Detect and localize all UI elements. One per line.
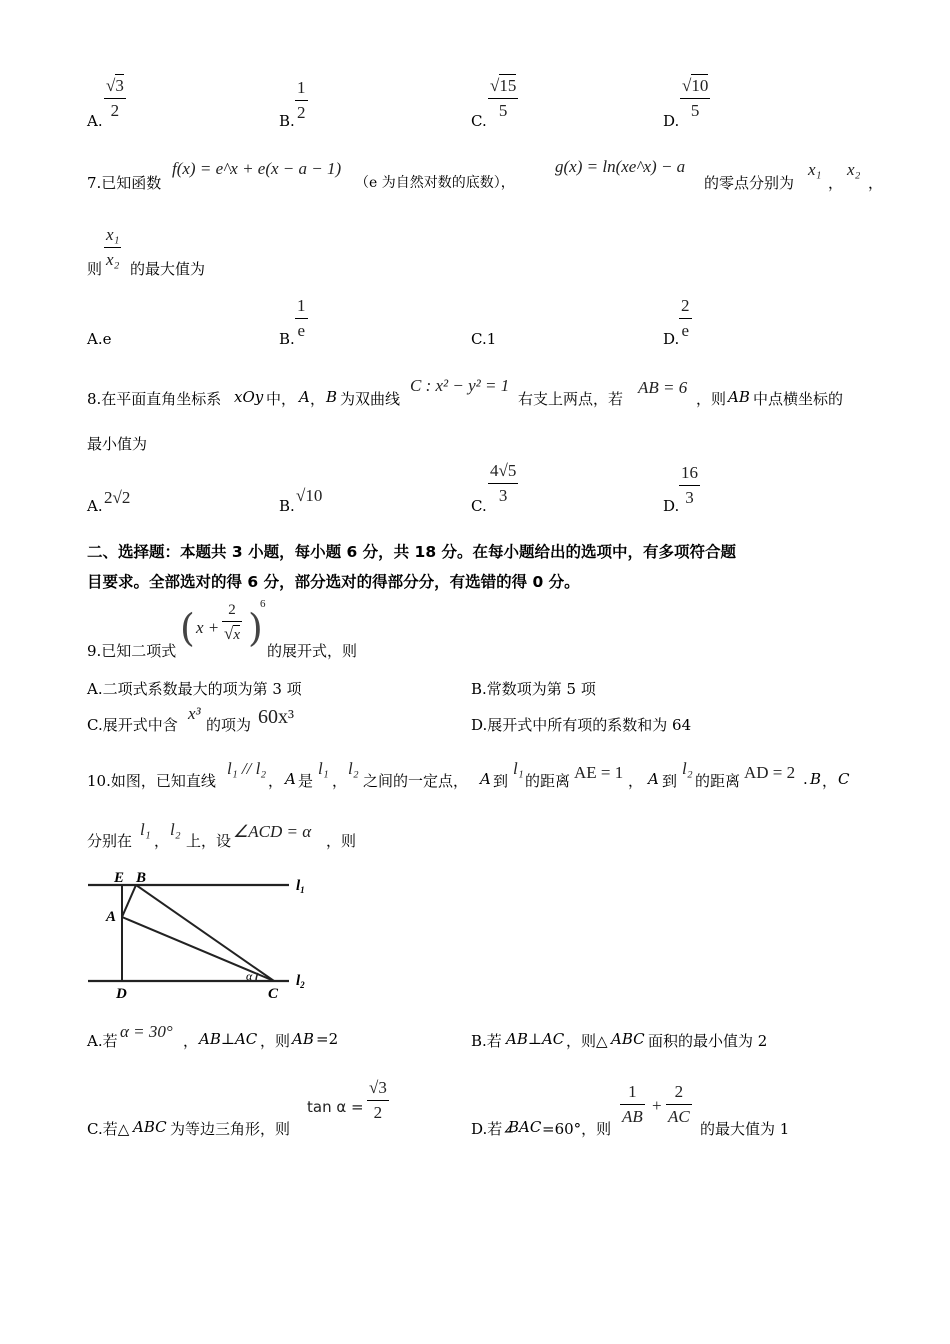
q7-zeros-text: 的零点分别为 [704,174,795,192]
q10-text-12: ， [822,772,838,790]
q9-option-c-value: 60x³ [258,706,294,728]
q10-text-5: 之间的一定点， [363,772,469,790]
q7-option-b-label: B. [279,330,295,348]
label-l1: $l_1$ [296,878,305,895]
q8-option-a-value: 2√2 [104,488,131,507]
q10-c: C [838,770,850,788]
q10-a-3: A [648,770,659,788]
q7-then: 则 [87,260,103,278]
q10-text-6: 到 [493,772,509,790]
q10-l2-c: l₂ [170,820,181,839]
q10-option-b-text-1: B.若 [471,1032,502,1050]
q10-option-b-text-2: ，则△ [566,1032,608,1050]
q9-right-paren: ) [248,606,263,650]
q6-option-d-value: √10 5 [682,76,709,120]
q10-text-1: 10.如图，已知直线 [87,772,216,790]
q6-option-a-value: √3 2 [106,76,124,120]
q10-l2-b: l₂ [682,759,693,778]
q9-option-b: B.常数项为第 5 项 [471,680,596,698]
q10-option-a-ab: AB [292,1030,314,1048]
q7-option-d-label: D. [663,330,680,348]
q7-ask: 的最大值为 [130,260,206,278]
q6-option-b-label: B. [279,112,295,130]
q10-l1-b: l₁ [513,759,524,778]
label-b: B [136,870,147,886]
q10-option-c-tan: tan α = [307,1098,364,1116]
section-2-line-2: 目要求。全部选对的得 6 分，部分选对的得部分分，有选错的得 0 分。 [87,573,580,591]
q7-option-b-value: 1 e [297,296,306,340]
q10-figure [84,866,316,1006]
segment-bc [136,885,274,981]
q8-option-a-label: A. [87,497,103,515]
q10-option-d-plus: + [652,1096,662,1115]
segment-ab [122,885,136,917]
q10-text-14: ， [154,832,170,850]
label-d: D [116,986,127,1002]
q6-option-d-label: D. [663,112,680,130]
q8-text-4: 右支上两点，若 [518,390,624,408]
q10-text-8: ， [628,772,644,790]
q10-option-b-text-3: 面积的最小值为 2 [648,1032,768,1050]
q6-option-b-value: 1 2 [297,78,306,122]
q8-option-c-label: C. [471,497,487,515]
label-c: C [268,986,279,1002]
q8-sep: ， [310,390,326,408]
q8-point-b: B [326,388,338,406]
q9-option-d: D.展开式中所有项的系数和为 64 [471,716,692,734]
q8-point-a: A [299,388,310,406]
q8-option-b-label: B. [279,497,295,515]
q7-g-expression: g(x) = ln(xe^x) − a [555,157,686,176]
q9-option-c-x3: x³ [188,704,201,723]
q7-f-expression: f(x) = e^x + e(x − a − 1) [172,159,342,178]
q10-option-a-text-3: ，则 [260,1032,291,1050]
q10-text-15: 上，设 [186,832,232,850]
q8-text-2: 中， [266,390,297,408]
q10-text-13: 分别在 [87,832,133,850]
q6-option-a-label: A. [87,112,103,130]
q10-option-d-frac-2: 2 AC [668,1082,690,1126]
q7-x2: x₂ [847,160,861,179]
q9-x: x + [196,618,220,637]
q8-option-c-value: 4√5 3 [490,461,517,505]
q10-option-d-bac: BAC [508,1118,542,1136]
section-2-line-1: 二、选择题：本题共 3 小题，每小题 6 分，共 18 分。在每小题给出的选项中，有多项符合题 [87,543,737,561]
q7-tail-comma: ， [868,174,884,192]
q10-text-16: ，则 [326,832,357,850]
q8-text-7: 最小值为 [87,435,148,453]
q10-option-d-text-1: D.若∠ [471,1120,515,1138]
q10-option-a-text-2: ， [183,1032,199,1050]
q9-option-c-text-2: 的项为 [206,716,252,734]
q8-ab: AB [728,388,750,406]
q9-exponent: 6 [260,598,266,610]
q9-option-c-text-1: C.展开式中含 [87,716,178,734]
q8-xoy: xOy [234,388,264,406]
q7-option-a: A.e [87,330,112,348]
q10-text-4: ， [332,772,348,790]
q7-ratio: x₁ x₂ [106,225,120,269]
q10-parallel: l₁ // l₂ [227,759,267,778]
q7-comma: ， [828,174,844,192]
q9-intro: 9.已知二项式 [87,642,177,660]
q10-ad: AD = 2 [744,763,796,782]
q8-ab-condition: AB = 6 [638,378,688,397]
q10-option-c-text-2: 为等边三角形，则 [170,1120,291,1138]
q9-option-a: A.二项式系数最大的项为第 3 项 [87,680,302,698]
q10-angle: ∠ACD = α [233,822,312,841]
q7-note: （e 为自然对数的底数）， [355,175,515,191]
q10-option-c-text-1: C.若△ [87,1120,130,1138]
q10-text-7: 的距离 [525,772,571,790]
q10-option-a-cond: AB⊥AC [199,1030,258,1048]
q8-text-1: 8.在平面直角坐标系 [87,390,222,408]
q9-tail: 的展开式，则 [267,642,358,660]
q10-a-1: A [285,770,296,788]
q10-option-c-value: √3 2 [369,1078,387,1122]
q8-text-6: 中点横坐标的 [753,390,844,408]
q8-option-d-label: D. [663,497,680,515]
q9-fraction: 2 √x [224,602,241,643]
label-a: A [106,909,117,925]
q10-option-a-alpha: α = 30° [120,1022,173,1041]
q7-option-c: C.1 [471,330,497,348]
q10-option-c-abc: ABC [133,1118,167,1136]
label-alpha: α [246,969,253,983]
q10-l2: l₂ [348,759,359,778]
q8-option-b-value: √10 [296,486,323,505]
q8-option-d-value: 16 3 [681,463,698,507]
q10-option-d-text-2: =60°，则 [542,1120,612,1138]
q8-hyperbola: C : x² − y² = 1 [410,376,510,395]
q10-text-9: 到 [662,772,678,790]
q10-l1: l₁ [318,759,329,778]
q10-b: B [810,770,822,788]
q10-option-d-text-3: 的最大值为 1 [700,1120,790,1138]
q10-option-b-abc: ABC [611,1030,645,1048]
q10-option-a-text-4: =2 [316,1030,339,1048]
q10-option-a-text-1: A.若 [87,1032,118,1050]
q10-option-b-cond: AB⊥AC [506,1030,565,1048]
q10-text-11: . [803,770,808,788]
q6-option-c-label: C. [471,112,487,130]
q10-l1-c: l₁ [140,820,151,839]
q10-a-2: A [480,770,491,788]
q7-intro: 7.已知函数 [87,174,162,192]
label-l2: $l_2$ [296,973,305,990]
label-e: E [114,870,125,886]
q10-text-2: ， [268,772,284,790]
q10-text-3: 是 [298,772,314,790]
q6-option-c-value: √15 5 [490,76,517,120]
q9-left-paren: ( [180,606,195,650]
q8-text-3: 为双曲线 [340,390,401,408]
q10-option-d-frac-1: 1 AB [622,1082,643,1126]
q7-option-d-value: 2 e [681,296,690,340]
q8-text-5: ，则 [696,390,727,408]
q10-text-10: 的距离 [695,772,741,790]
q7-x1: x₁ [808,160,822,179]
q10-ae: AE = 1 [574,763,624,782]
